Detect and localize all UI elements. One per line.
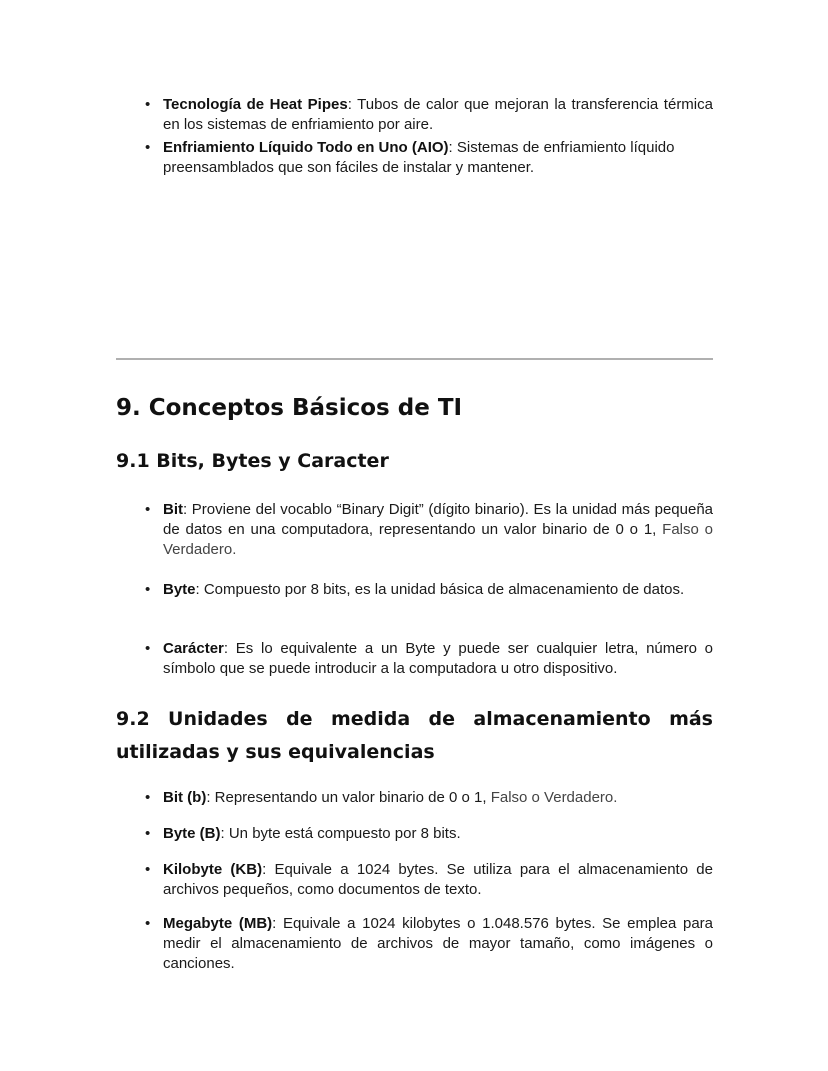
- list-item: [163, 639, 713, 679]
- term: Bit: [163, 501, 183, 518]
- term: Carácter: [163, 640, 224, 657]
- term: Byte (B): [163, 825, 221, 842]
- term: Bit (b): [163, 789, 207, 806]
- list-item: [163, 824, 713, 844]
- subsection-title: 9.2 Unidades de medida de almacenamiento más utilizadas y sus equivalencias: [116, 708, 713, 763]
- definition: : Equivale a 1024 bytes. Se utiliza para el almacenamiento de archivos pequeños, como documentos de texto.: [163, 861, 713, 898]
- list-item: [163, 95, 713, 135]
- term: Kilobyte (KB): [163, 861, 263, 878]
- definition: : Representando un valor binario de 0 o 1,: [206, 789, 491, 806]
- term: Megabyte (MB): [163, 915, 273, 932]
- term: Enfriamiento Líquido Todo en Uno (AIO): [163, 139, 449, 156]
- definition: : Es lo equivalente a un Byte y puede ser cualquier letra, número o símbolo que se puede introducir a la computadora u otro dispositivo.: [163, 640, 713, 677]
- list-item: [163, 914, 713, 974]
- list-item: [163, 500, 713, 560]
- list-item: [163, 138, 713, 178]
- definition: : Equivale a 1024 kilobytes o 1.048.576 bytes. Se emplea para medir el almacenamiento de archivos de mayor tamaño, como imágenes o canciones.: [163, 915, 713, 972]
- definition: : Un byte está compuesto por 8 bits.: [220, 825, 461, 842]
- definition-grey: Falso o Verdadero.: [490, 789, 618, 806]
- definition-grey: Falso o Verdadero.: [163, 521, 713, 558]
- list-item: [163, 788, 713, 808]
- definition: : Proviene del vocablo “Binary Digit” (dígito binario). Es la unidad más pequeña de datos en una computadora, representando un valor binario de 0 o 1,: [163, 501, 713, 538]
- list-item: [163, 580, 713, 600]
- term: Tecnología de Heat Pipes: [163, 96, 348, 113]
- section-title: 9. Conceptos Básicos de TI: [116, 395, 463, 421]
- definition: : Compuesto por 8 bits, es la unidad básica de almacenamiento de datos.: [195, 581, 685, 598]
- horizontal-rule: [116, 358, 713, 360]
- definition: : Tubos de calor que mejoran la transferencia térmica en los sistemas de enfriamiento por aire.: [163, 96, 713, 133]
- list-item: [163, 860, 713, 900]
- subsection-title: 9.1 Bits, Bytes y Caracter: [116, 450, 389, 472]
- definition: : Sistemas de enfriamiento líquido preensamblados que son fáciles de instalar y mantener.: [163, 139, 675, 176]
- term: Byte: [163, 581, 196, 598]
